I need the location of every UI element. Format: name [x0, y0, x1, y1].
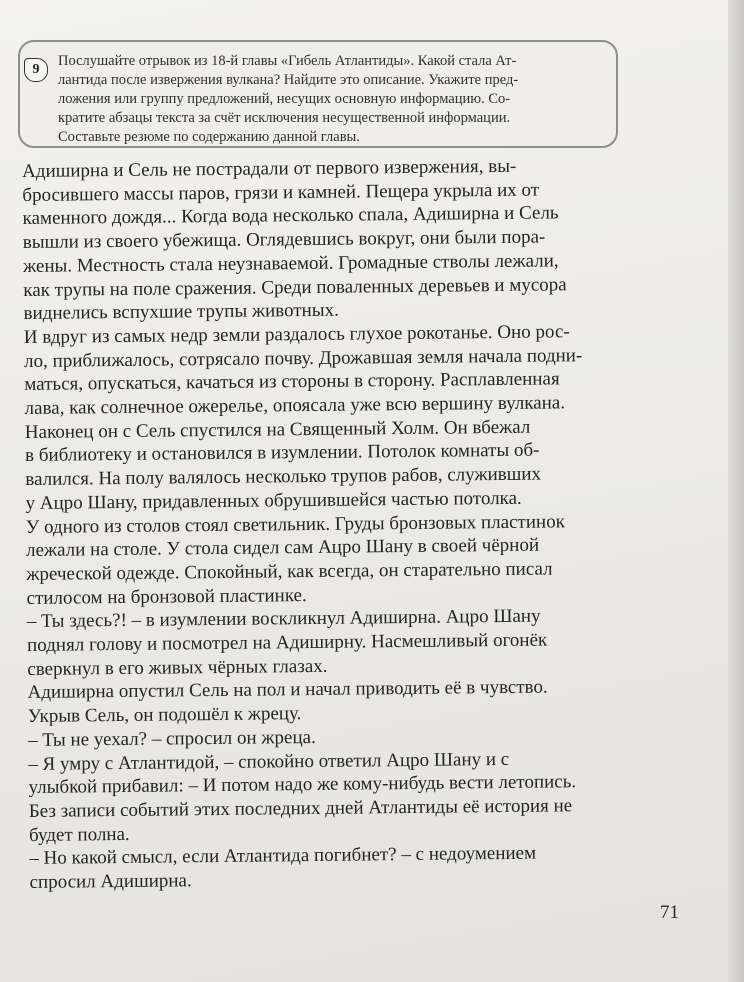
task-number-badge: 9: [24, 58, 48, 82]
paragraph: Адиширна опустил Сель на пол и начал приводить её в чувство. Укрыв Сель, он подошёл к жрецу.: [27, 676, 548, 728]
page-edge: [728, 0, 744, 982]
task-box: [18, 40, 618, 148]
paragraph: И вдруг из самых недр земли раздалось глухое рокотанье. Оно рос- ло, приближалось, сотрясало почву. Дрожавшая земля начала подни- маться, опускаться, качаться из стороны в сторону. Расплавленная лава, как солнечное ожерелье, опоясала уже всю вершину вулкана.: [23, 321, 583, 420]
paragraph: Наконец он с Сель спустился на Священный Холм. Он вбежал в библиотеку и остановился в изумлении. Потолок комнаты об- валился. На полу валялось несколько трупов рабов, служивших у Ацро Шану, придавленных обрушившейся частью потолка. У одного из столов стоял светильник. Груды бронзовых пластинок лежали на столе. У стола сидел сам Ацро Шану в своей чёрной жреческой одежде. Спокойный, как всегда, он старательно писал стилосом на бронзовой пластинке.: [24, 416, 565, 609]
paragraph: – Я умру с Атлантидой, – спокойно ответил Ацро Шану и с улыбкой прибавил: – И потом надо же кому-нибудь вести летопись. Без записи событий этих последних дней Атлантиды её история не будет полна.: [28, 748, 577, 846]
story-text: [22, 153, 690, 895]
paragraph: – Ты не уехал? – спросил он жреца.: [27, 726, 316, 751]
paragraph: Адиширна и Сель не пострадали от первого извержения, вы- бросившего массы паров, грязи и камней. Пещера укрыла их от каменного дождя... Когда вода несколько спала, Адиширна и Сель вышли из своего убежища. Оглядевшись вокруг, они были пора- жены. Местность стала неузнаваемой. Громадные стволы лежали, как трупы на поле сражения. Среди поваленных деревьев и мусора виднелись вспухшие трупы животных.: [22, 155, 567, 325]
paragraph: – Но какой смысл, если Атлантида погибнет? – с недоумением спросил Адиширна.: [29, 843, 537, 894]
paragraph: – Ты здесь?! – в изумлении воскликнул Адиширна. Ацро Шану поднял голову и посмотрел на Адиширну. Насмешливый огонёк сверкнул в его живых чёрных глазах.: [26, 605, 548, 680]
page-number: 71: [660, 902, 679, 923]
task-instruction: Послушайте отрывок из 18-й главы «Гибель Атлантиды». Какой стала Ат- лантида после извержения вулкана? Найдите это описание. Укажите пред- ложения или группу предложений, несущих основную информацию. Со- кратите абзацы текста за счёт исключения несущественной информации. Составьте резюме по содержанию данной главы.: [58, 53, 519, 145]
